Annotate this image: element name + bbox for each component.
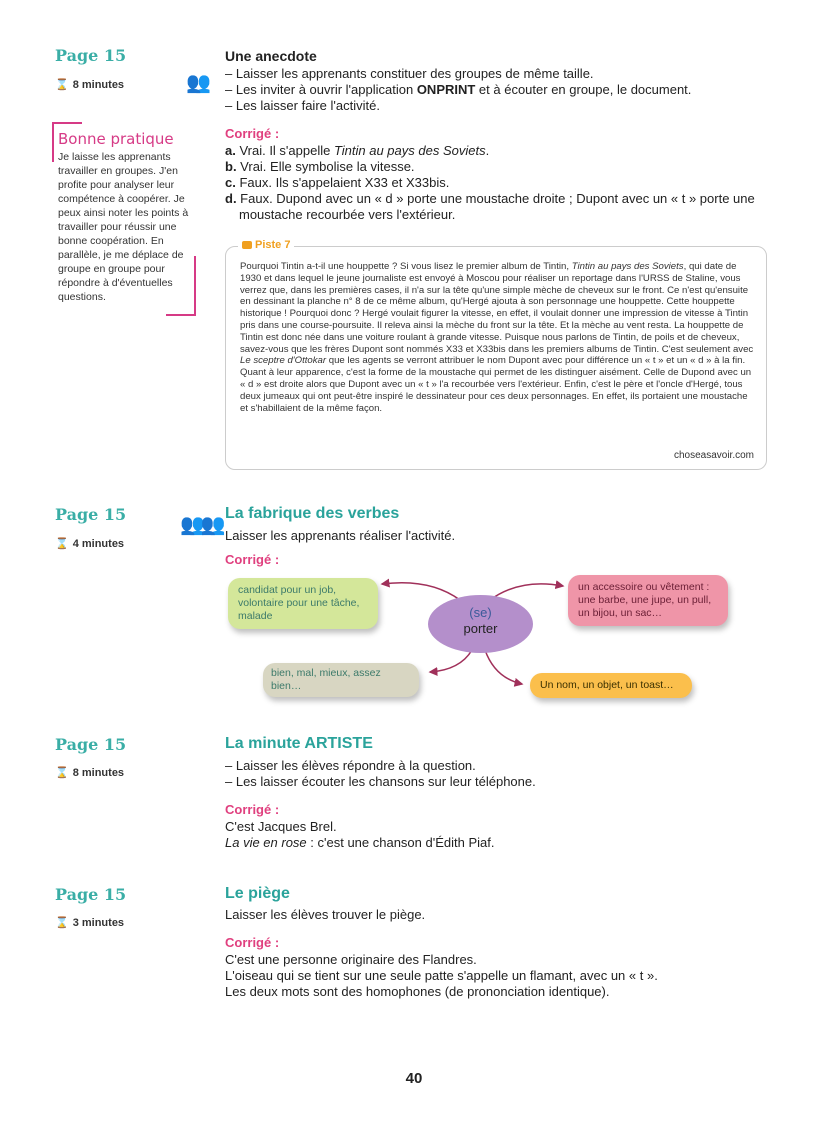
hourglass-icon: ⌛: [55, 767, 69, 779]
section-title: La fabrique des verbes: [225, 505, 400, 522]
group-icon: 👥: [186, 72, 207, 94]
piste-label[interactable]: Piste 7: [238, 239, 294, 251]
page-ref: Page 15: [55, 505, 127, 524]
map-center: (se) porter: [428, 595, 533, 653]
instructions: Laisser les apprenants réaliser l'activité.: [225, 528, 456, 543]
section-title: La minute ARTISTE: [225, 735, 373, 752]
answers: a. Vrai. Il s'appelle Tintin au pays des Soviets. b. Vrai. Elle symbolise la vitesse. c. Faux. Ils s'appelaient X33 et X33bis. d. Faux. Dupond avec un « d » porte une moustache droite ; Dupont avec un « t » porte une moustache recourbée vers l'extérieur.: [225, 143, 755, 222]
duration: ⌛ 3 minutes: [55, 917, 125, 929]
answers: C'est une personne originaire des Flandres. L'oiseau qui se tient sur une seule patte s'appelle un flamant, avec un « t ». Les deux mots sont des homophones (de prononciation identique).: [225, 952, 658, 999]
map-node-orange: Un nom, un objet, un toast…: [530, 673, 692, 698]
instructions: – Laisser les apprenants constituer des groupes de même taille. – Les inviter à ouvrir l'application ONPRINT et à écouter en groupe, le document. – Les laisser faire l'activité.: [225, 66, 692, 113]
map-node-grey: bien, mal, mieux, assez bien…: [263, 663, 419, 697]
audio-transcript-box: [225, 239, 767, 470]
corrige-label: Corrigé :: [225, 935, 280, 950]
section-title: Une anecdote: [225, 48, 317, 64]
group-icon: 👥👥: [180, 514, 222, 536]
answers: C'est Jacques Brel. La vie en rose : c'est une chanson d'Édith Piaf.: [225, 819, 495, 850]
corrige-label: Corrigé :: [225, 126, 280, 141]
page-ref: Page 15: [55, 885, 127, 904]
page-ref: Page 15: [55, 735, 127, 754]
hourglass-icon: ⌛: [55, 538, 69, 550]
source: choseasavoir.com: [673, 450, 754, 461]
duration: ⌛ 4 minutes: [55, 538, 125, 550]
duration: ⌛ 8 minutes: [55, 79, 125, 91]
instructions: – Laisser les élèves répondre à la question. – Les laisser écouter les chansons sur leur téléphone.: [225, 758, 536, 789]
instructions: Laisser les élèves trouver le piège.: [225, 907, 426, 922]
play-icon: [242, 241, 252, 249]
map-node-green: candidat pour un job, volontaire pour une tâche, malade: [228, 578, 378, 629]
hourglass-icon: ⌛: [55, 79, 69, 91]
page-number: 40: [405, 1070, 423, 1087]
section-title: Le piège: [225, 885, 290, 902]
page-ref: Page 15: [55, 46, 127, 65]
corrige-label: Corrigé :: [225, 552, 280, 567]
duration: ⌛ 8 minutes: [55, 767, 125, 779]
transcript: Pourquoi Tintin a-t-il une houppette ? Si vous lisez le premier album de Tintin, Tintin au pays des Soviets, qui date de 1930 et dans lequel le jeune journaliste est envoyé à Moscou pour réaliser un reportage dans l'URSS de Staline, vous verrez que, dans les premières cases, il n'a sur la tête qu'une simple mèche de cheveux sur le front. Ce n'est qu'ensuite en dessinant la planche n° 8 de ce même album, qu'Hergé ajouta à son personnage une houppette. Cette houppette historique ! Pourquoi donc ? Hergé voulait figurer la vitesse, en effet, il voulait donner une impression de vitesse à Tintin pris dans une course-poursuite. Il releva ainsi la mèche du front sur la tête. Et la mèche au vent resta. La houppette de Tintin est donc née dans une voiture roulant à grande vitesse. Puisque nous parlons de Tintin, de poils et de cheveux, savez-vous que les frères Dupont sont nommés X33 et X33bis dans les premiers albums de Tintin. C'est seulement avec Le sceptre d'Ottokar que les agents se verront attribuer le nom Dupont avec pour différence un « t » et un « d » à la fin. Quant à leur apparence, c'est la forme de la moustache qui permet de les distinguer aisément. Celle de Dupond avec un « d » est droite alors que Dupont avec un « t » l'a recourbée vers l'extérieur. Enfin, c'est le père et l'oncle d'Hergé, tous deux jumeaux qui ont peut-être inspiré le dessinateur pour ces deux personnages. En effet, ils portaient une moustache et s'habillaient de la même façon.: [240, 261, 754, 414]
bonne-pratique-box: Bonne pratique Je laisse les apprenants travailler en groupes. J'en profite pour analyser leur compétence à coopérer. Je peux ainsi noter les points à travailler pour réussir une bonne coopération. En parallèle, je me déplace de groupe en groupe pour répondre à d'éventuelles questions.: [52, 122, 192, 304]
hourglass-icon: ⌛: [55, 917, 69, 929]
map-node-pink: un accessoire ou vêtement : une barbe, une jupe, un pull, un bijou, un sac…: [568, 575, 728, 626]
corrige-label: Corrigé :: [225, 802, 280, 817]
